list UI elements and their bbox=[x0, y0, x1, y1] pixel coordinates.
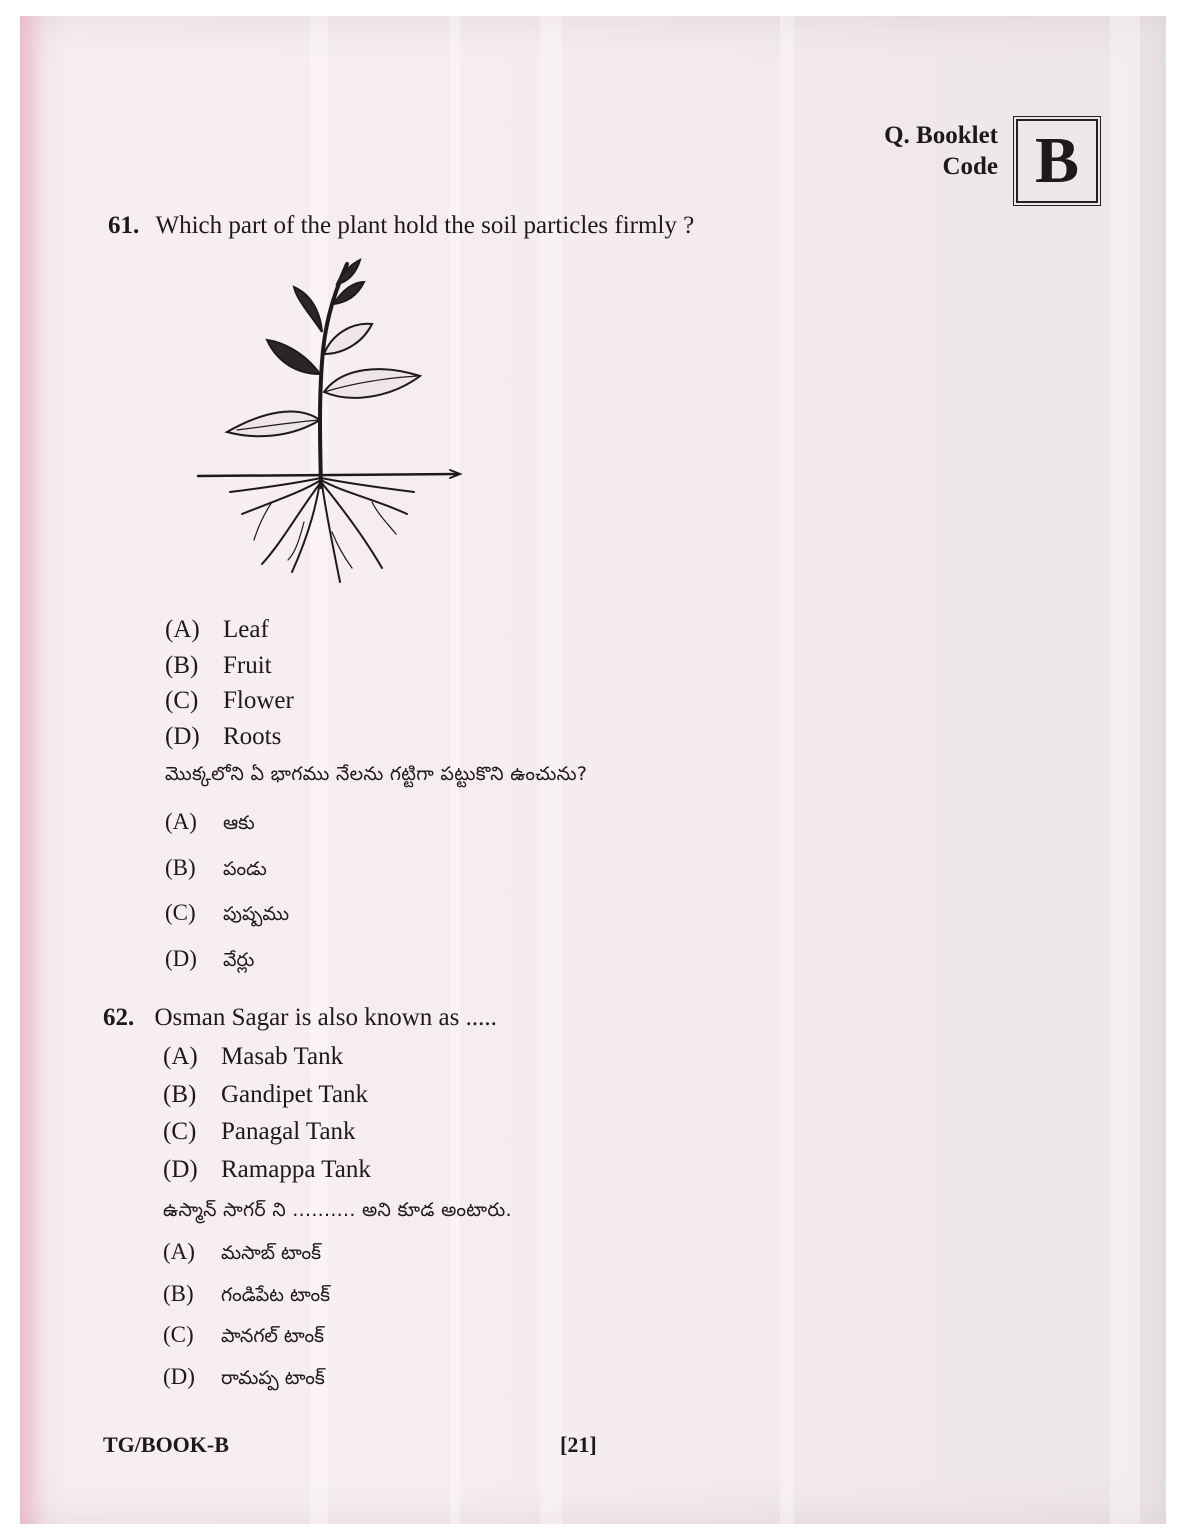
leaf bbox=[267, 340, 320, 374]
option[interactable] bbox=[163, 1113, 371, 1151]
option-label: (C) bbox=[165, 900, 196, 925]
option[interactable] bbox=[163, 1076, 371, 1114]
option-label: (D) bbox=[165, 945, 197, 971]
option-label: (B) bbox=[165, 651, 199, 679]
option[interactable] bbox=[165, 648, 294, 684]
question-61 bbox=[108, 212, 694, 240]
option[interactable] bbox=[165, 612, 294, 648]
option-label: (D) bbox=[163, 1363, 195, 1389]
question-61-options bbox=[165, 612, 294, 754]
option-text: రామప్ప టాంక్ bbox=[221, 1366, 325, 1389]
booklet-label-line1: Q. Booklet bbox=[884, 122, 998, 149]
scan-streak bbox=[780, 16, 794, 1524]
option-label: (B) bbox=[165, 854, 196, 880]
option-label: (A) bbox=[165, 616, 200, 643]
option-label: (A) bbox=[163, 1239, 195, 1264]
root bbox=[321, 478, 414, 492]
option-text: పానగల్ టాంక్ bbox=[221, 1325, 325, 1347]
page-edge-tint bbox=[20, 16, 46, 1524]
option-label: (B) bbox=[163, 1280, 194, 1306]
booklet-code-label bbox=[884, 120, 998, 182]
question-61-telugu-text: మొక్కలోని ఏ భాగము నేలను గట్టిగా పట్టుకొని ఉంచును? bbox=[165, 763, 588, 785]
option[interactable] bbox=[165, 719, 294, 755]
question-62-options bbox=[163, 1038, 371, 1188]
option-text: Fruit bbox=[223, 651, 272, 679]
option-label: (B) bbox=[163, 1080, 197, 1108]
root bbox=[292, 476, 321, 572]
booklet-label-line2: Code bbox=[942, 153, 998, 180]
root bbox=[321, 482, 382, 568]
ground-line bbox=[198, 474, 458, 476]
question-text: Which part of the plant hold the soil particles firmly ? bbox=[155, 212, 695, 239]
footer-page-number: [21] bbox=[560, 1432, 597, 1457]
option-label: (A) bbox=[163, 1043, 198, 1070]
root bbox=[230, 478, 321, 492]
leaf bbox=[227, 411, 320, 436]
option[interactable] bbox=[165, 891, 289, 937]
option-label: (C) bbox=[163, 1118, 197, 1145]
option[interactable] bbox=[163, 1274, 330, 1316]
question-number: 61. bbox=[108, 212, 140, 239]
option-text: Ramappa Tank bbox=[221, 1155, 371, 1183]
option[interactable] bbox=[165, 937, 289, 983]
option[interactable] bbox=[163, 1315, 330, 1357]
option-label: (A) bbox=[165, 809, 197, 834]
question-62 bbox=[103, 1004, 497, 1032]
option-label: (D) bbox=[165, 722, 200, 750]
option[interactable] bbox=[165, 800, 289, 846]
option-label: (C) bbox=[165, 687, 199, 714]
footer-booklet-id: TG/BOOK-B bbox=[103, 1432, 229, 1457]
option-text: Leaf bbox=[223, 616, 269, 643]
option-label: (C) bbox=[163, 1322, 194, 1347]
leaf bbox=[294, 287, 322, 332]
option-text: Flower bbox=[223, 687, 294, 714]
option-text: Panagal Tank bbox=[221, 1118, 356, 1145]
option-label: (D) bbox=[163, 1155, 198, 1183]
question-62-telugu-text: ఉస్మాన్ సాగర్ ని .......... అని కూడ అంటారు. bbox=[163, 1199, 512, 1221]
option[interactable] bbox=[163, 1232, 330, 1274]
question-61-telugu-options bbox=[165, 800, 289, 982]
option-text: గండిపేట టాంక్ bbox=[221, 1283, 331, 1306]
leaf bbox=[324, 369, 420, 398]
option-text: పండు bbox=[223, 857, 267, 880]
option[interactable] bbox=[165, 846, 289, 892]
booklet-code-box: B bbox=[1016, 119, 1098, 203]
option-text: వేర్లు bbox=[223, 948, 255, 971]
option[interactable] bbox=[163, 1151, 371, 1189]
plant-illustration bbox=[192, 252, 467, 592]
question-text: Osman Sagar is also known as ..... bbox=[154, 1004, 497, 1031]
option[interactable] bbox=[165, 683, 294, 719]
option[interactable] bbox=[163, 1038, 371, 1076]
option-text: మసాబ్ టాంక్ bbox=[221, 1242, 322, 1264]
option-text: Roots bbox=[223, 722, 282, 750]
leaf bbox=[324, 324, 372, 354]
option-text: పుష్పము bbox=[223, 903, 290, 925]
option-text: ఆకు bbox=[223, 812, 255, 834]
question-62-telugu-options bbox=[163, 1232, 330, 1398]
question-number: 62. bbox=[103, 1004, 135, 1031]
scan-streak bbox=[1110, 16, 1140, 1524]
option-text: Masab Tank bbox=[221, 1043, 344, 1070]
option[interactable] bbox=[163, 1357, 330, 1399]
option-text: Gandipet Tank bbox=[221, 1080, 369, 1108]
